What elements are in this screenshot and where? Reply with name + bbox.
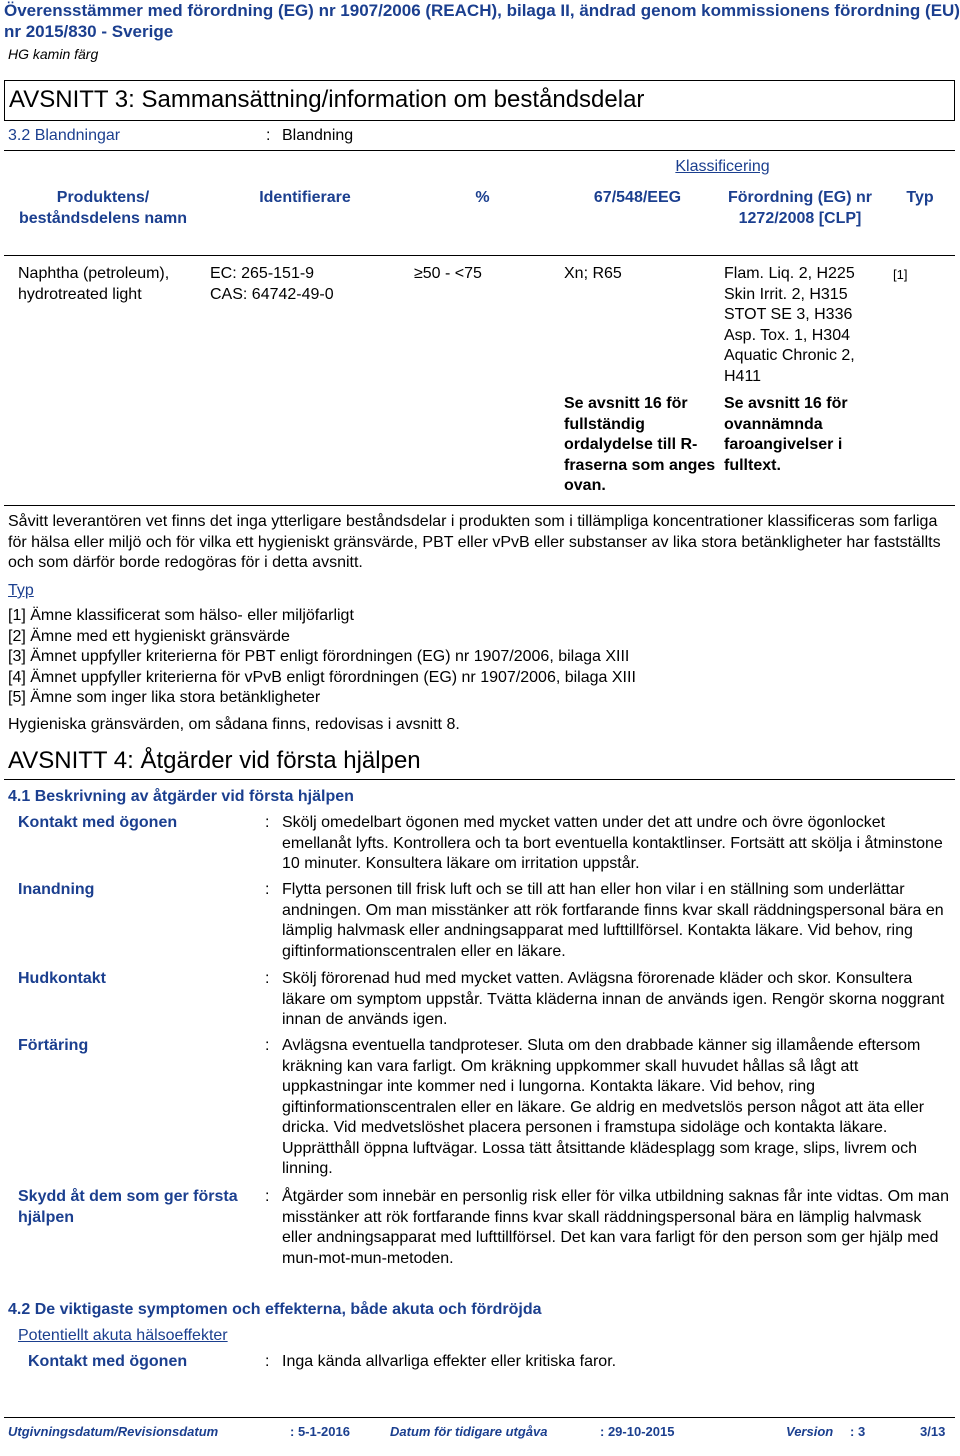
hygiene-note: Hygieniska gränsvärden, om sådana finns, redovisas i avsnitt 8. xyxy=(8,716,460,733)
footer-page-number: 3/13 xyxy=(920,1424,946,1439)
footer-version-value: : 3 xyxy=(850,1424,866,1439)
product-name: HG kamin färg xyxy=(8,46,99,62)
subsection-4-1-heading: 4.1 Beskrivning av åtgärder vid första hjälpen xyxy=(8,788,354,805)
list-item: [5] Ämne som inger lika stora betänkligheter xyxy=(8,689,321,706)
first-aid-label-skin: Hudkontakt xyxy=(18,970,106,987)
subsection-colon: : xyxy=(266,127,271,144)
subsection-3-2-label: 3.2 Blandningar xyxy=(8,127,121,144)
col-header-clp: Förordning (EG) nr 1272/2008 [CLP] xyxy=(728,189,872,227)
col-header-type: Typ xyxy=(906,189,934,206)
ingredient-ec: EC: 265-151-9 xyxy=(210,265,315,282)
clp-line: Skin Irrit. 2, H315 xyxy=(724,285,848,303)
type-legend-heading: Typ xyxy=(8,582,34,599)
section-4-rule xyxy=(4,779,955,780)
colon: : xyxy=(265,970,270,987)
list-item: [3] Ämnet uppfyller kriterierna för PBT enligt förordningen (EG) nr 1907/2006, bilaga XIII xyxy=(8,648,630,665)
footer-prev-label: Datum för tidigare utgåva xyxy=(390,1424,548,1439)
list-item: [4] Ämnet uppfyller kriterierna för vPvB enligt förordningen (EG) nr 1907/2006, bilaga XIII xyxy=(8,668,636,686)
section-3-heading-box xyxy=(4,80,955,121)
table-bottom-rule xyxy=(4,505,955,506)
ingredient-eeg-class: Xn; R65 xyxy=(564,265,622,282)
footer-rule xyxy=(4,1417,955,1418)
first-aid-text-inhalation: Flytta personen till frisk luft och se till att han eller hon vilar i en ställning som underlättar andningen. Om man misstänker att rök fortfarande finns kvar skall räddningspersonal bära en lämplig halvmask eller andningsapparat med lufttillförsel. Kontakta läkare. Vid behov, ring giftinformationscentralen eller en läkare. xyxy=(282,881,944,960)
ingredient-clp-classes xyxy=(724,264,884,387)
type-legend-list xyxy=(8,606,953,709)
footer-issue-label: Utgivningsdatum/Revisionsdatum xyxy=(8,1424,219,1439)
clp-line: Asp. Tox. 1, H304 xyxy=(724,326,850,344)
first-aid-text-rescuers: Åtgärder som innebär en personlig risk eller för vilka utbildning saknas får inte vidtas. Om man misstänker att rök fortfarande finns kvar skall räddningspersonal bära en lämplig halvmask eller andningsapparat med lufttillförsel. Det kan vara farligt för den person som ger hjälp med mun-mot-mun-metoden. xyxy=(282,1188,949,1267)
ingredient-name: Naphtha (petroleum), hydrotreated light xyxy=(18,265,170,303)
first-aid-text-eye: Skölj omedelbart ögonen med mycket vatten under det att undre och övre ögonlocket emellanåt lyfts. Kontrollera och ta bort eventuella kontaktlinser. Fortsätt att skölja i åtminstone 10 minuter. Konsultera läkare om irritation uppstår. xyxy=(282,814,943,872)
colon: : xyxy=(265,1353,270,1370)
colon: : xyxy=(265,1037,270,1054)
composition-statement: Såvitt leverantören vet finns det inga ytterligare beståndsdelar i produkten som i tillämpliga koncentrationer klassificeras som farliga för hälsa eller miljö och för vilka ett hygieniskt gränsvärde, PBT eller vPvB eller substanser av lika stora betänkligheter har fastställts och som därför borde redogöras för i detta avsnitt. xyxy=(8,513,941,571)
colon: : xyxy=(265,881,270,898)
first-aid-text-ingestion: Avlägsna eventuella tandproteser. Sluta om den drabbade känner sig illamående eftersom kräkning kan vara farligt. Om kräkning uppkommer skall huvudet hållas så lågt att uppkastningar inte kommer ned i lungorna. Kontakta läkare. Vid behov, ring giftinformationscentralen eller en läkare. Ge aldrig en medvetslös person något att äta eller dricka. Vid medvetslöshet placera personen i framstupa sidoläge och kontakta läkare. Upprätthåll öppna luftvägar. Lossa tätt åtsittande klädesplagg som krage, slips, livrem och linning. xyxy=(282,1037,925,1177)
acute-effects-heading: Potentiellt akuta hälsoeffekter xyxy=(18,1327,228,1344)
col-header-percent: % xyxy=(475,189,490,206)
acute-text-eye: Inga kända allvarliga effekter eller kritiska faror. xyxy=(282,1353,617,1370)
colon: : xyxy=(265,1188,270,1205)
classification-header: Klassificering xyxy=(675,158,770,175)
first-aid-label-rescuers: Skydd åt dem som ger första hjälpen xyxy=(18,1188,238,1226)
footer-prev-value: : 29-10-2015 xyxy=(600,1424,675,1439)
acute-label-eye: Kontakt med ögonen xyxy=(28,1353,188,1370)
document-header-title: Överensstämmer med förordning (EG) nr 1907/2006 (REACH), bilaga II, ändrad genom kommissionens förordning (EU) nr 2015/830 - Sverige xyxy=(4,1,960,41)
colon: : xyxy=(265,814,270,831)
first-aid-text-skin: Skölj förorenad hud med mycket vatten. Avlägsna förorenade kläder och skor. Konsultera läkare om symptom uppstår. Tvätta kläderna innan de används igen. Rengör skorna noggrant innan de används igen. xyxy=(282,970,945,1028)
table-header-rule xyxy=(4,255,955,256)
section-3-heading: AVSNITT 3: Sammansättning/information om beståndsdelar xyxy=(9,86,645,113)
col-header-eeg: 67/548/EEG xyxy=(593,189,682,206)
first-aid-label-eye: Kontakt med ögonen xyxy=(18,814,178,831)
clp-line: Flam. Liq. 2, H225 xyxy=(724,265,855,282)
subsection-3-2-value: Blandning xyxy=(282,127,354,144)
subsection-4-2-heading: 4.2 De viktigaste symptomen och effekterna, både akuta och fördröjda xyxy=(8,1301,542,1318)
clp-line: STOT SE 3, H336 xyxy=(724,306,853,323)
ingredient-cas: CAS: 64742-49-0 xyxy=(210,285,334,303)
col-header-identifier: Identifierare xyxy=(259,189,351,206)
eeg-footnote: Se avsnitt 16 för fullständig ordalydelse till R-fraserna som anges ovan. xyxy=(564,395,716,494)
footer-issue-value: : 5-1-2016 xyxy=(290,1424,350,1439)
footer-version-label: Version xyxy=(786,1424,834,1439)
clp-line: H411 xyxy=(724,367,762,385)
section-4-heading: AVSNITT 4: Åtgärder vid första hjälpen xyxy=(8,747,421,774)
table-top-rule xyxy=(4,150,955,151)
first-aid-label-ingestion: Förtäring xyxy=(18,1037,89,1054)
list-item: [1] Ämne klassificerat som hälso- eller miljöfarligt xyxy=(8,607,354,624)
ingredient-type: [1] xyxy=(893,267,908,282)
ingredient-percent: ≥50 - <75 xyxy=(414,265,482,282)
list-item: [2] Ämne med ett hygieniskt gränsvärde xyxy=(8,627,290,645)
clp-footnote: Se avsnitt 16 för ovannämnda faroangivelser i fulltext. xyxy=(724,395,848,474)
first-aid-label-inhalation: Inandning xyxy=(18,881,95,898)
col-header-name: Produktens/ beståndsdelens namn xyxy=(18,189,188,227)
clp-line: Aquatic Chronic 2, xyxy=(724,347,855,364)
